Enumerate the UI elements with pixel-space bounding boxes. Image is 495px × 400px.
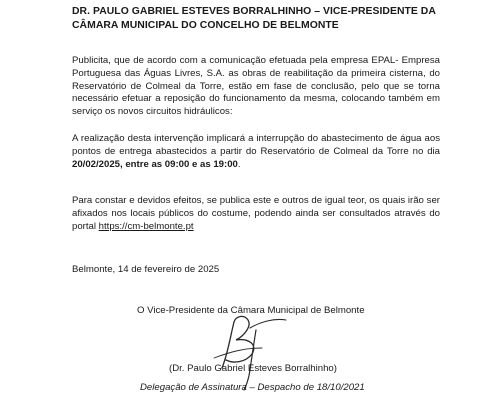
paragraph-interruption-text: A realização desta intervenção implicará a interrupção do abastecimento de água aos pontos de entrega abastecidos a partir do Reservatório de Colmeal da Torre no dia [72, 133, 440, 157]
date-line: Belmonte, 14 de fevereiro de 2025 [72, 264, 220, 275]
handwritten-signature [200, 308, 290, 393]
paragraph-publication-text: Para constar e devidos efeitos, se publica este e outros de igual teor, os quais irão ser afixados nos locais públicos do costume, podendo ainda ser consultados através do portal [72, 195, 440, 232]
paragraph-interruption-end: . [237, 158, 241, 170]
portal-link[interactable]: https://cm-belmonte.pt [98, 220, 194, 232]
signature-title: O Vice-Presidente da Câmara Municipal de Belmonte [137, 305, 365, 316]
document-title: DR. PAULO GABRIEL ESTEVES BORRALHINHO – VICE-PRESIDENTE DA CÂMARA MUNICIPAL DO CONCELHO DE BELMONTE [72, 6, 436, 31]
interruption-date-time: 20/02/2025, entre as 09:00 e as 19:00 [72, 158, 238, 170]
paragraph-interruption [72, 133, 440, 171]
delegation-note: Delegação de Assinatura – Despacho de 18/10/2021 [140, 382, 365, 393]
paragraph-announcement: Publicita, que de acordo com a comunicação efetuada pela empresa EPAL- Empresa Portuguesa das Águas Livres, S.A. as obras de reabilitação da primeira cisterna, do Reservatório de Colmeal da Torre, estão em fase de conclusão, pelo que se torna necessário efetuar a reposição do funcionamento da mesma, colocando também em serviço os novos circuitos hidráulicos: [72, 55, 440, 118]
paragraph-publication [72, 195, 440, 233]
signatory-name: (Dr. Paulo Gabriel Esteves Borralhinho) [169, 363, 337, 374]
